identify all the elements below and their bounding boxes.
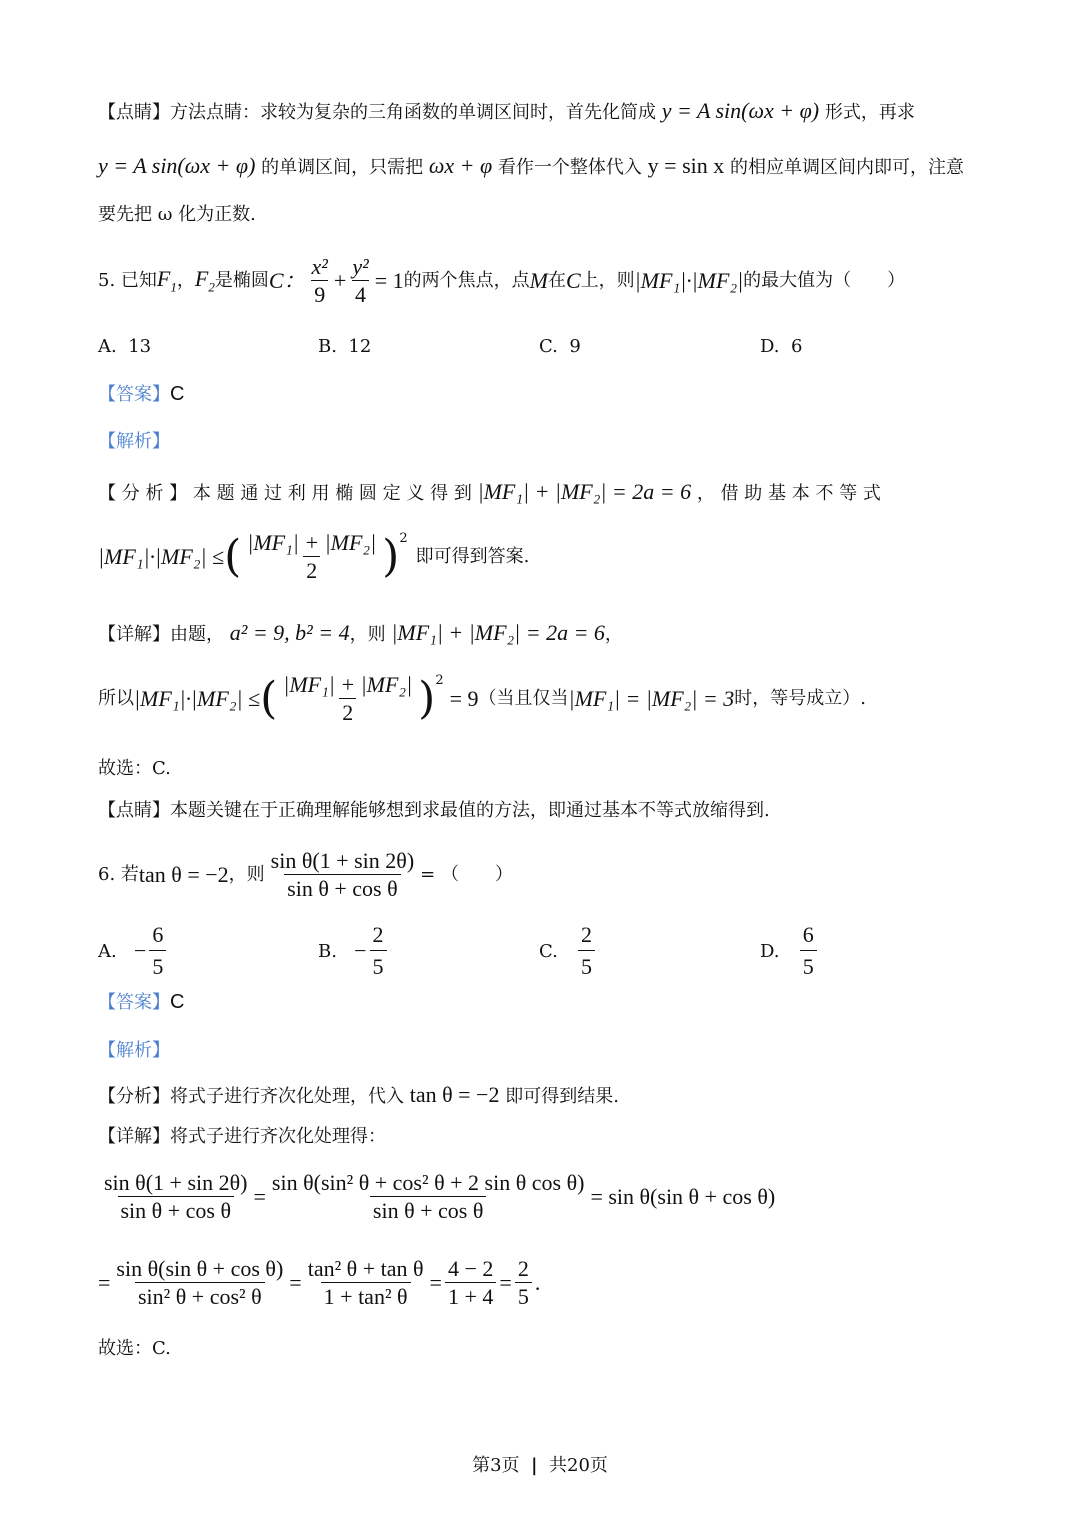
detail-text: 由题， xyxy=(170,624,224,645)
numerator: 6 xyxy=(152,922,164,947)
option-a[interactable] xyxy=(98,922,169,980)
option-fraction xyxy=(149,922,166,980)
option-label: A. xyxy=(98,940,117,962)
pointing-text: 方法点睛：求较为复杂的三角函数的单调区间时，首先化简成 xyxy=(170,102,656,123)
analysis-tag-inline: 【分析】 xyxy=(98,1086,170,1107)
option-label: A. xyxy=(98,336,117,357)
pointing-text: 看作一个整体代入 xyxy=(497,157,642,178)
formula: |MF₁| + |MF₂| = 2a = 6 xyxy=(391,620,605,645)
question-5: 5. 已知 $F_1$ ， $F_2$ 是椭圆 C： $\frac{\text{x²}}{9}$ + $\frac{\text{y²}}{4}$ = 1 的两个焦点，点 M 在 C 上，则 |MF₁|·|MF₂| 的最大值为（ ） xyxy=(98,254,906,307)
option-b[interactable] xyxy=(318,336,371,357)
fraction xyxy=(244,532,379,582)
question-text: 在 xyxy=(547,270,566,291)
pointing-line-3: 要先把 ω 化为正数. xyxy=(98,204,256,225)
formula: |MF₁| + |MF₂| = 2a = 6 xyxy=(477,479,692,504)
numerator: 6 xyxy=(802,922,814,947)
numerator: y² xyxy=(352,254,369,279)
so-line: 所以 |MF₁|·|MF₂| ≤ ( $\frac{\text{|MF₁| + |MF₂|}}{2}$ ) $^2$ = 9 （当且仅当 |MF₁| = |MF₂| = 3 时，等号成立）. xyxy=(98,672,866,725)
detail-text: ，则 xyxy=(349,624,386,645)
analysis-text: ， 借 助 基 本 不 等 式 xyxy=(696,483,881,504)
answer-line xyxy=(98,384,184,404)
denominator: sin θ + cos θ xyxy=(284,874,400,900)
fraction xyxy=(309,256,331,306)
option-sign: − xyxy=(354,938,367,963)
page-footer xyxy=(0,1451,1080,1477)
option-value: 6 xyxy=(790,336,803,357)
answer-line xyxy=(98,992,184,1012)
question-text: 若 xyxy=(120,864,139,885)
numerator: 2 xyxy=(581,922,593,947)
analysis-text: 即可得到结果. xyxy=(505,1086,619,1107)
detail-tag: 【详解】 xyxy=(98,624,170,645)
fraction xyxy=(269,1172,588,1222)
pointing-text: 的相应单调区间内即可，注意 xyxy=(730,157,964,178)
pointing-tag: 【点睛】 xyxy=(98,102,170,123)
option-fraction xyxy=(370,922,387,980)
denominator: 1 + 4 xyxy=(445,1282,496,1308)
formula: |MF₁| = |MF₂| = 3 xyxy=(568,686,735,711)
detail-line xyxy=(98,622,623,644)
pointing-line-1 xyxy=(98,100,915,122)
option-a[interactable] xyxy=(98,336,151,357)
focus-f1: $F_1$ xyxy=(156,266,177,295)
fraction xyxy=(280,674,415,724)
formula: |MF₁|·|MF₂| ≤ xyxy=(98,544,225,569)
denominator: 5 xyxy=(515,1282,532,1308)
formula: tan θ = −2 xyxy=(409,1082,500,1107)
option-label: B. xyxy=(318,940,337,962)
formula: = sin θ(sin θ + cos θ) xyxy=(590,1184,776,1209)
formula: |MF₁|·|MF₂| xyxy=(634,268,744,293)
equals: = 1 xyxy=(374,268,404,293)
option-d[interactable] xyxy=(760,336,802,357)
numerator: |MF₁| + |MF₂| xyxy=(247,530,377,555)
page-total: 共20页 xyxy=(549,1455,608,1476)
analysis-line xyxy=(98,481,881,503)
detail-text: 所以 xyxy=(98,688,134,709)
footer-separator: | xyxy=(530,1455,538,1476)
denominator: 5 xyxy=(578,950,595,980)
analysis-text: 【 分 析 】 本 题 通 过 利 用 椭 圆 定 义 得 到 xyxy=(98,483,472,504)
formula: a² = 9, b² = 4 xyxy=(229,620,350,645)
fraction xyxy=(349,256,371,306)
option-b[interactable] xyxy=(318,922,390,980)
numerator: tan² θ + tan θ xyxy=(307,1256,424,1281)
question-text: 已知 xyxy=(120,270,157,291)
analysis-tag: 【解析】 xyxy=(98,1040,170,1061)
answer-value: C xyxy=(170,991,185,1013)
formula: y = sin x xyxy=(647,153,725,178)
pointing-line-2 xyxy=(98,155,964,177)
choose-line: 故选：C. xyxy=(98,1338,171,1359)
numerator: 2 xyxy=(372,922,384,947)
numerator: x² xyxy=(311,254,328,279)
option-value: 12 xyxy=(348,336,372,357)
option-c[interactable] xyxy=(539,922,598,980)
option-label: C. xyxy=(539,940,558,962)
denominator: 1 + tan² θ xyxy=(321,1282,411,1308)
option-fraction xyxy=(800,922,817,980)
ellipse-name: C： xyxy=(268,268,306,293)
formula: tan θ = −2 xyxy=(138,862,229,887)
formula: ωx + φ xyxy=(428,153,493,178)
numerator: sin θ(sin θ + cos θ) xyxy=(116,1256,284,1281)
numerator: 2 xyxy=(517,1256,529,1281)
denominator: sin θ + cos θ xyxy=(370,1196,486,1222)
numerator: sin θ(1 + sin 2θ) xyxy=(104,1170,248,1195)
numerator: sin θ(sin² θ + cos² θ + 2 sin θ cos θ) xyxy=(271,1170,585,1195)
denominator: 5 xyxy=(149,950,166,980)
option-c[interactable] xyxy=(539,336,581,357)
option-sign: − xyxy=(133,938,147,963)
denominator: 2 xyxy=(303,556,320,582)
formula: y = A sin(ωx + φ) xyxy=(661,98,820,123)
pointing-text: 本题关键在于正确理解能够想到求最值的方法，即通过基本不等式放缩得到. xyxy=(170,800,770,821)
formula: |MF₁|·|MF₂| ≤ xyxy=(134,686,261,711)
analysis-text: 即可得到答案. xyxy=(415,546,530,567)
option-label: D. xyxy=(760,336,780,357)
equation-line-1: $\frac{\text{sin θ(1 + sin 2θ)}}{\text{sin θ + cos θ}}$ = $\frac{\text{sin θ(sin² θ + cos² θ + 2 sin θ cos θ)}}{\text{sin θ + cos θ}}$ = sin θ(sin θ + cos θ) xyxy=(98,1172,775,1222)
denominator: 5 xyxy=(800,950,817,980)
fraction xyxy=(101,1172,250,1222)
equals: = 9 xyxy=(449,686,479,711)
detail-text: ， xyxy=(604,624,623,645)
pointing-text: 形式，再求 xyxy=(824,102,915,123)
equation-line-2: = $\frac{\text{sin θ(sin θ + cos θ)}}{\text{sin² θ + cos² θ}}$ = $\frac{\text{tan² θ + tan θ}}{\text{1 + tan² θ}}$ = $\frac{4 - 2}{1 + 4}$ = $\frac{2}{5}$ . xyxy=(98,1256,541,1309)
question-text: = （ ） xyxy=(420,864,513,885)
question-text: ，则 xyxy=(228,864,265,885)
analysis-tag: 【解析】 xyxy=(98,431,170,452)
question-text: 是椭圆 xyxy=(214,270,269,291)
detail-text: （当且仅当 xyxy=(478,688,569,709)
detail-text: 将式子进行齐次化处理得： xyxy=(170,1126,386,1147)
option-label: B. xyxy=(318,336,337,357)
detail-text: 时，等号成立）. xyxy=(734,688,866,709)
option-value: 9 xyxy=(569,336,581,357)
denominator: sin θ + cos θ xyxy=(118,1196,234,1222)
denominator: 4 xyxy=(352,280,369,306)
detail-tag: 【详解】 xyxy=(98,1126,170,1147)
numerator: |MF₁| + |MF₂| xyxy=(283,672,413,697)
question-number: 5. xyxy=(98,270,116,291)
option-value: 13 xyxy=(128,336,152,357)
pointing-line xyxy=(98,802,770,820)
analysis-text: 将式子进行齐次化处理，代入 xyxy=(170,1086,404,1107)
question-text: 上，则 xyxy=(580,270,635,291)
question-6 xyxy=(98,850,513,900)
numerator: 4 − 2 xyxy=(447,1256,494,1281)
option-label: D. xyxy=(760,940,780,962)
option-fraction xyxy=(578,922,595,980)
answer-tag: 【答案】 xyxy=(98,384,170,405)
ellipse-name: C xyxy=(565,268,581,293)
numerator: sin θ(1 + sin 2θ) xyxy=(270,848,415,873)
question-number: 6. xyxy=(98,864,116,885)
option-label: C. xyxy=(539,336,558,357)
pointing-text: 的单调区间，只需把 xyxy=(261,157,424,178)
inequality-line: |MF₁|·|MF₂| ≤ ( $\frac{\text{|MF₁| + |MF₂|}}{2}$ ) $^2$ 即可得到答案. xyxy=(98,530,530,583)
separator: ， xyxy=(176,270,195,291)
question-text: 的最大值为（ ） xyxy=(743,270,906,291)
fraction xyxy=(515,1258,532,1308)
option-d[interactable] xyxy=(760,922,820,980)
answer-tag: 【答案】 xyxy=(98,992,170,1013)
answer-value: C xyxy=(170,383,185,405)
detail-line xyxy=(98,1128,386,1146)
denominator: sin² θ + cos² θ xyxy=(135,1282,265,1308)
fraction xyxy=(268,850,417,900)
fraction xyxy=(113,1258,286,1308)
denominator: 5 xyxy=(370,950,387,980)
fraction xyxy=(305,1258,427,1308)
fraction xyxy=(445,1258,496,1308)
formula: y = A sin(ωx + φ) xyxy=(98,153,256,178)
pointing-tag: 【点睛】 xyxy=(98,800,170,821)
denominator: 9 xyxy=(311,280,328,306)
focus-f2: $F_2$ xyxy=(194,266,215,295)
point-m: M xyxy=(529,268,548,293)
choose-line: 故选：C. xyxy=(98,758,171,779)
page-number: 第3页 xyxy=(472,1455,520,1476)
analysis-line xyxy=(98,1084,619,1106)
question-text: 的两个焦点，点 xyxy=(403,270,530,291)
denominator: 2 xyxy=(339,698,356,724)
